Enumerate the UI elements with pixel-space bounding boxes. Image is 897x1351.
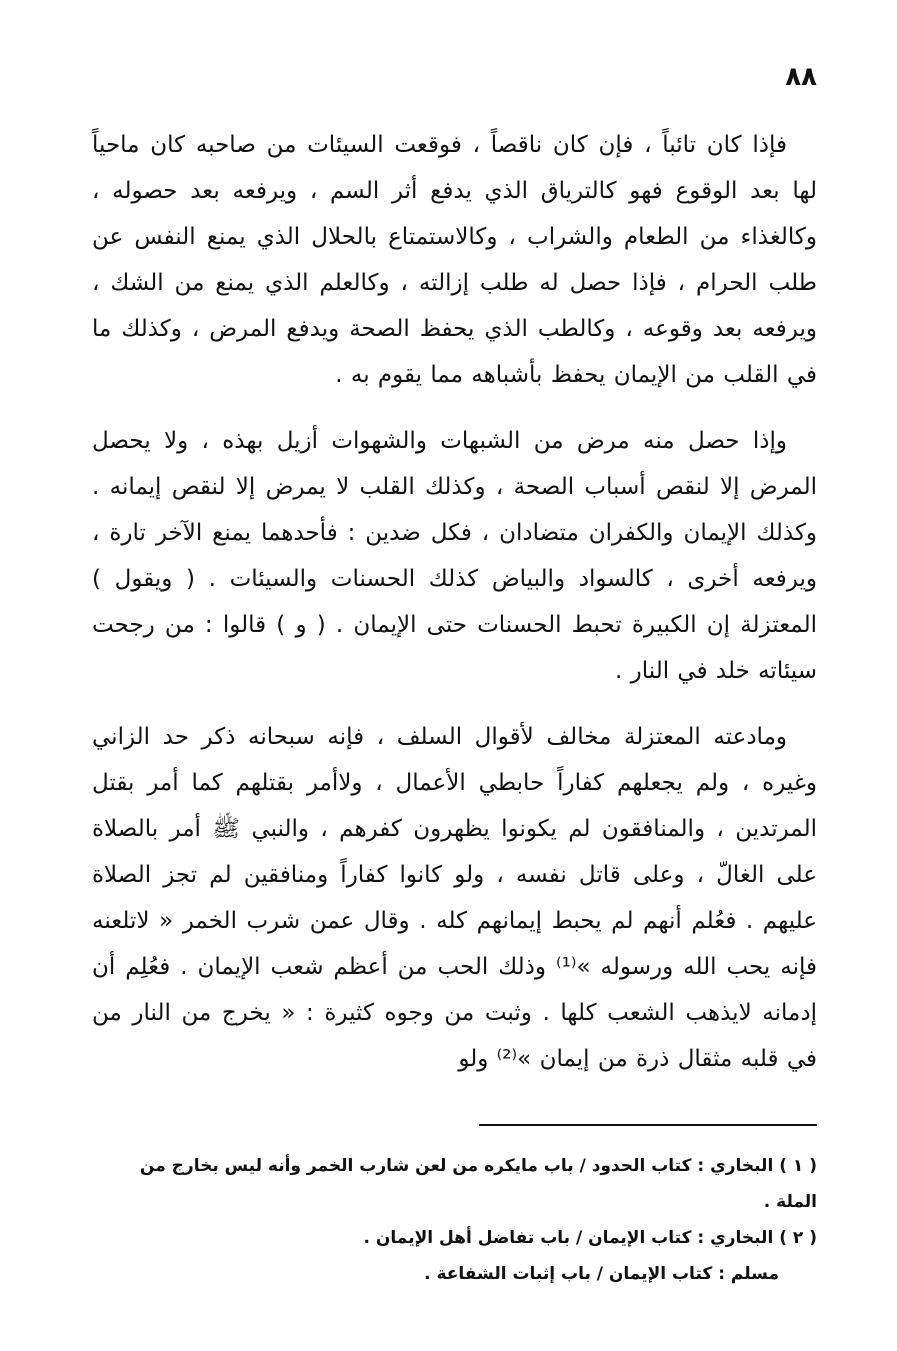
footnote-text: مسلم : كتاب الإيمان / باب إثبات الشفاعة .	[424, 1264, 779, 1284]
footnote-text: البخاري : كتاب الحدود / باب مايكره من لعن شارب الخمر وأنه ليس بخارج من الملة .	[139, 1156, 817, 1212]
footnote	[120, 1256, 817, 1292]
footnote-divider	[479, 1124, 817, 1126]
footnotes	[120, 1148, 817, 1292]
footnote-number: ( ٢ )	[779, 1228, 817, 1248]
paragraph: فإذا كان تائباً ، فإن كان ناقصاً ، فوقعت السيئات من صاحبه كان ماحياً لها بعد الوقوع فهو كالترياق الذي يدفع أثر السم ، ويرفعه بعد حصوله ، وكالغذاء من الطعام والشراب ، وكالاستمتاع بالحلال الذي يمنع النفس عن طلب الحرام ، فإذا حصل له طلب إزالته ، وكالعلم الذي يمنع من الشك ، ويرفعه بعد وقوعه ، وكالطب الذي يحفظ الصحة ويدفع المرض ، وكذلك ما في القلب من الإيمان يحفظ بأشباهه مما يقوم به .	[92, 132, 817, 388]
footnote	[120, 1220, 817, 1256]
paragraph: وإذا حصل منه مرض من الشبهات والشهوات أزيل بهذه ، ولا يحصل المرض إلا لنقص أسباب الصحة ، وكذلك القلب لا يمرض إلا لنقص إيمانه . وكذلك الإيمان والكفران متضادان ، فكل ضدين : فأحدهما يمنع الآخر تارة ، ويرفعه أخرى ، كالسواد والبياض كذلك الحسنات والسيئات . ( ويقول ) المعتزلة إن الكبيرة تحبط الحسنات حتى الإيمان . ( و ) قالوا : من رجحت سيئاته خلد في النار .	[92, 428, 817, 684]
footnote-text: البخاري : كتاب الإيمان / باب تفاضل أهل الإيمان .	[363, 1228, 774, 1248]
footnote-number: ( ١ )	[779, 1156, 817, 1176]
paragraph: ومادعته المعتزلة مخالف لأقوال السلف ، فإنه سبحانه ذكر حد الزاني وغيره ، ولم يجعلهم كفاراً حابطي الأعمال ، ولاأمر بقتلهم كما أمر بقتل المرتدين ، والمنافقون لم يكونوا يظهرون كفرهم ، والنبي ﷺ أمر بالصلاة على الغالّ ، وعلى قاتل نفسه ، ولو كانوا كفاراً ومنافقين لم تجز الصلاة عليهم . فعُلم أنهم لم يحبط إيمانهم كله . وقال عمن شرب الخمر « لاتلعنه فإنه يحب الله ورسوله »⁽¹⁾ وذلك الحب من أعظم شعب الإيمان . فعُلِم أن إدمانه لايذهب الشعب كلها . وثبت من وجوه كثيرة : « يخرج من النار من في قلبه مثقال ذرة من إيمان »⁽²⁾ ولو	[92, 724, 817, 1072]
page-number: ٨٨	[785, 62, 817, 92]
footnote	[120, 1148, 817, 1220]
main-text	[92, 122, 817, 1102]
